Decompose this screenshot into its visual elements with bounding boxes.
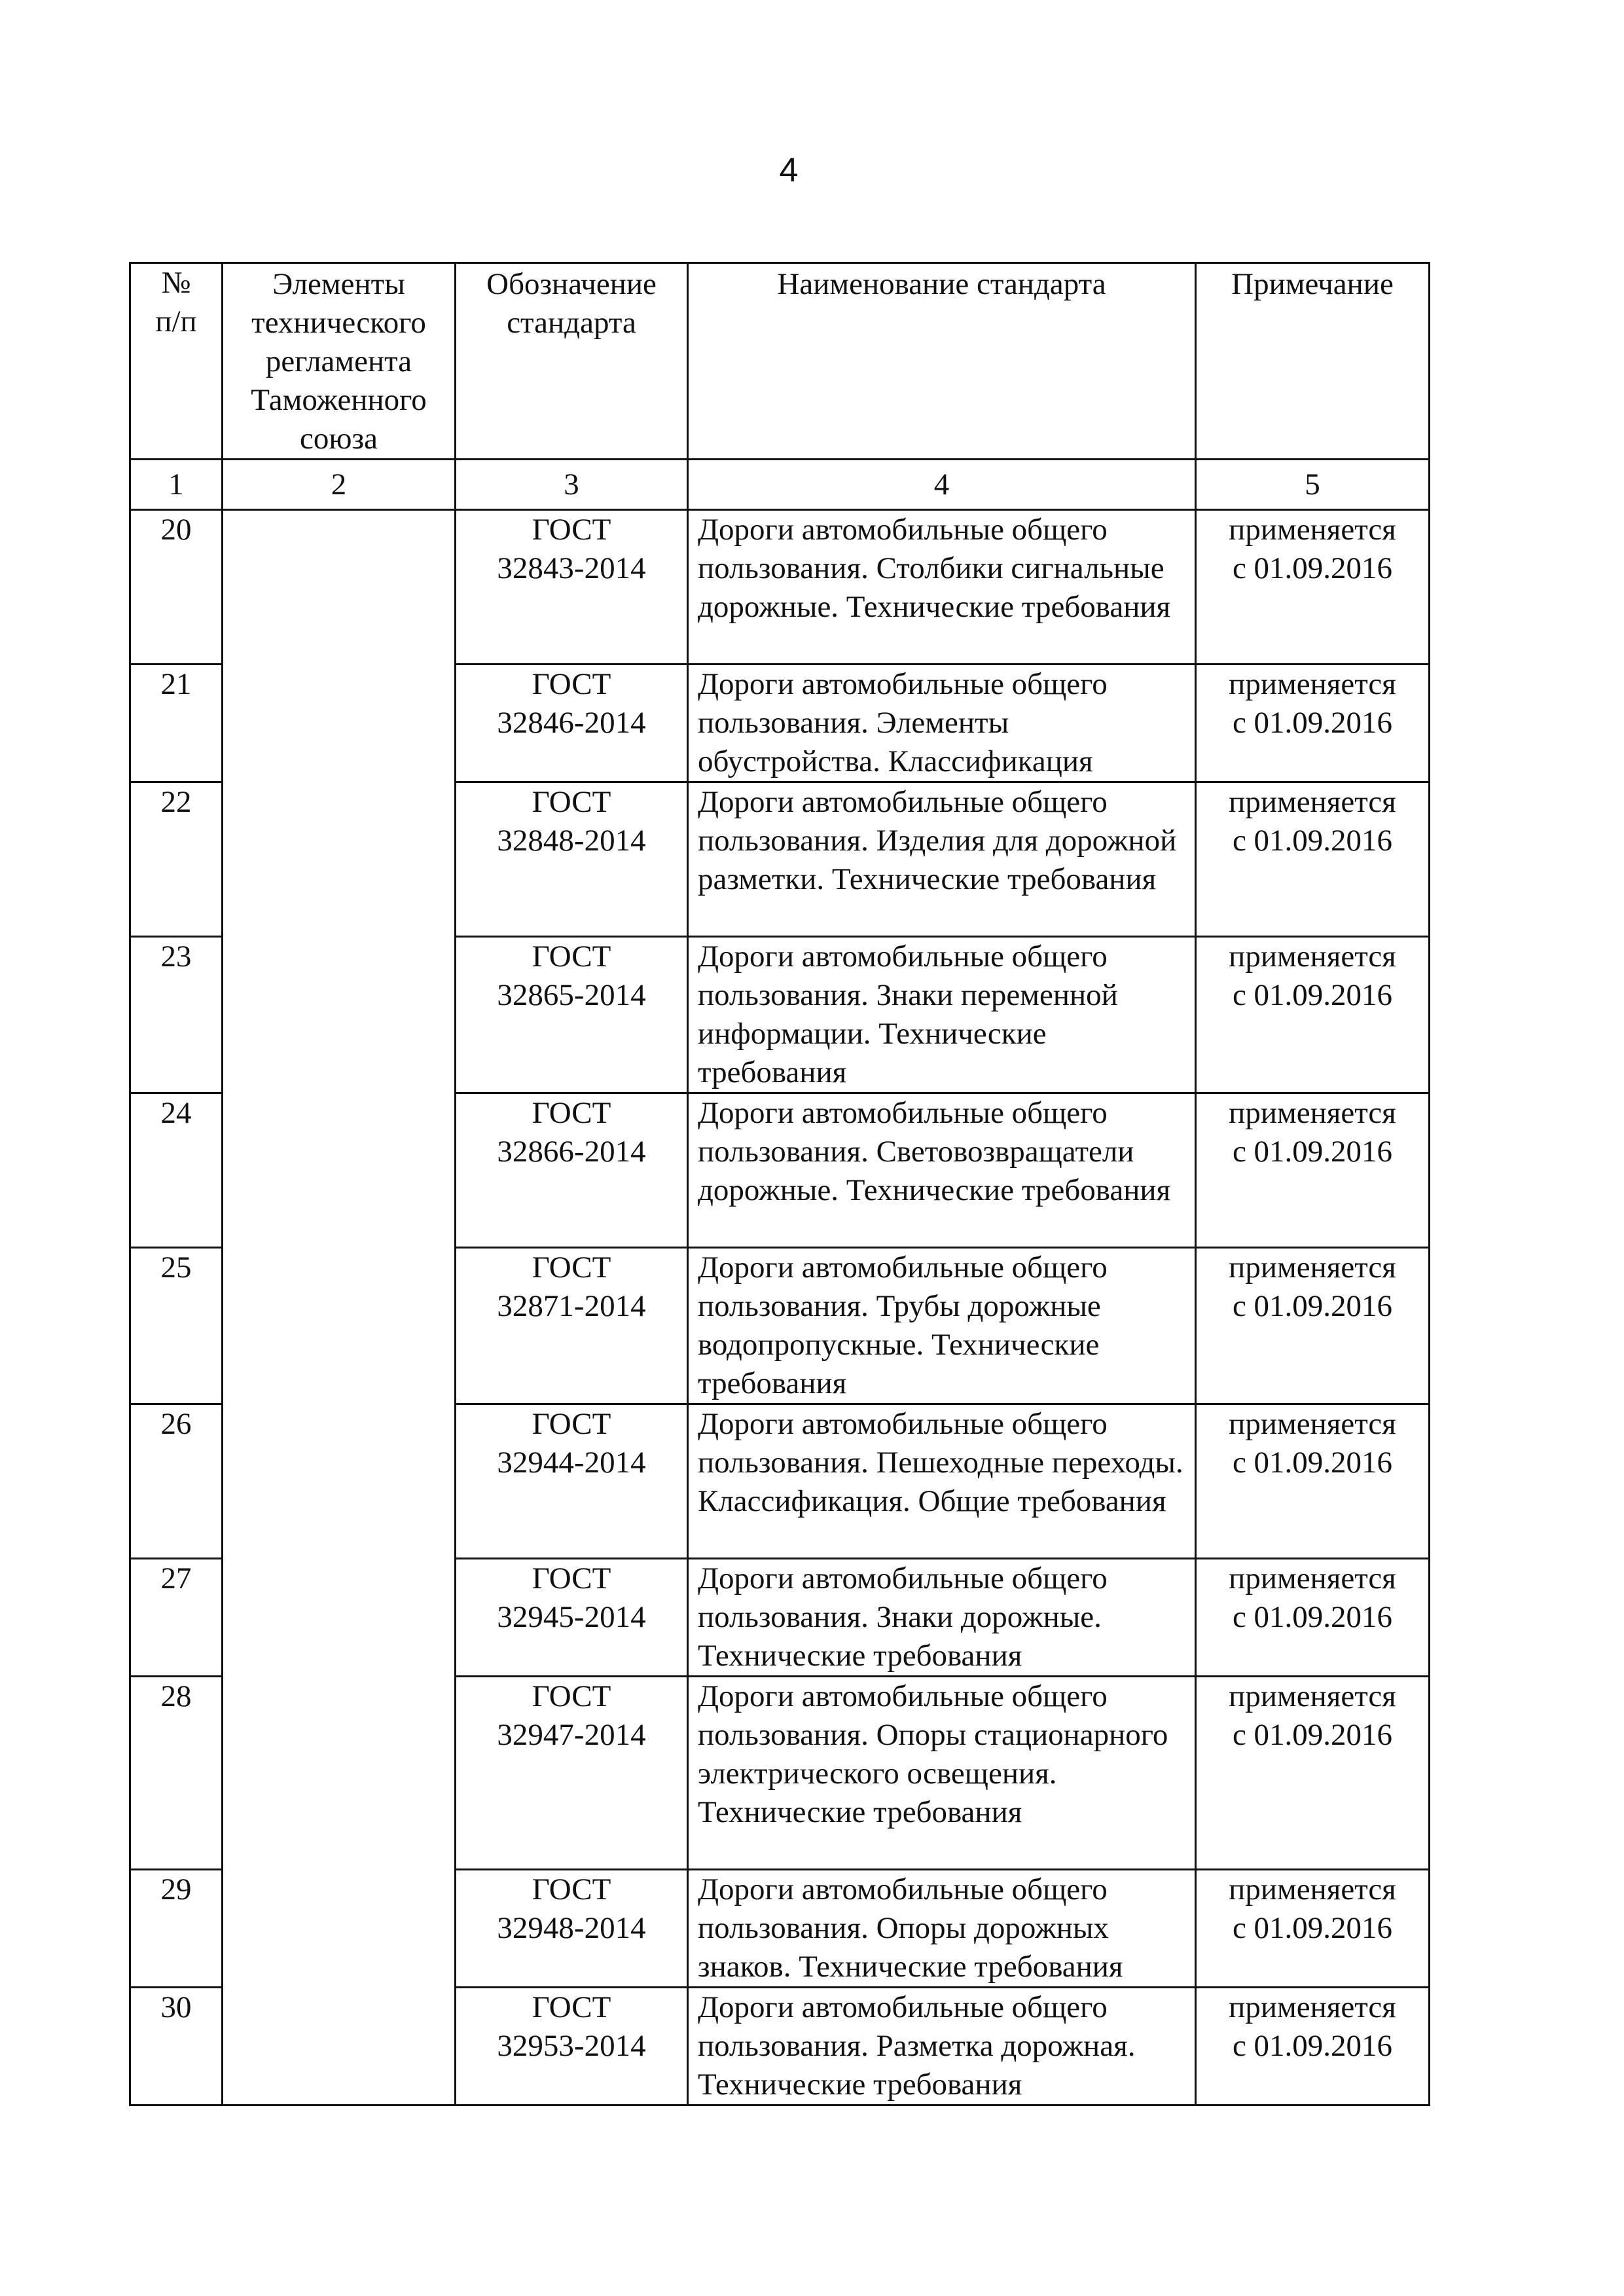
standard-code (456, 665, 688, 782)
note-line-1: применяется (1229, 1561, 1396, 1595)
standard-code (456, 1677, 688, 1870)
standard-code-type: ГОСТ (532, 513, 611, 547)
note-line-1: применяется (1229, 1990, 1396, 2024)
standard-name: Дороги автомобильные общего пользования. Элементы обустройства. Классификация (688, 665, 1196, 782)
note-line-1: применяется (1229, 785, 1396, 819)
note-line-2: с 01.09.2016 (1232, 1600, 1393, 1634)
note-line-2: с 01.09.2016 (1232, 2029, 1393, 2063)
standard-note (1196, 1677, 1430, 1870)
standard-code-number: 32871-2014 (497, 1289, 646, 1323)
standard-note (1196, 782, 1430, 937)
note-line-1: применяется (1229, 1250, 1396, 1285)
note-line-1: применяется (1229, 1679, 1396, 1713)
standard-code-type: ГОСТ (532, 667, 611, 701)
note-line-2: с 01.09.2016 (1232, 824, 1393, 858)
column-number: 3 (456, 460, 688, 510)
standard-code (456, 510, 688, 665)
standard-code-number: 32866-2014 (497, 1135, 646, 1169)
header-number: № п/п (130, 263, 223, 460)
header-note: Примечание (1196, 263, 1430, 460)
column-number: 1 (130, 460, 223, 510)
standard-code (456, 1870, 688, 1988)
standard-code (456, 1093, 688, 1248)
elements-cell (223, 510, 456, 2105)
row-number: 20 (130, 510, 223, 665)
standard-code-number: 32846-2014 (497, 706, 646, 740)
standard-code-type: ГОСТ (532, 1096, 611, 1130)
row-number: 26 (130, 1404, 223, 1559)
standard-note (1196, 1870, 1430, 1988)
row-number: 24 (130, 1093, 223, 1248)
note-line-1: применяется (1229, 939, 1396, 974)
table-header-row (130, 263, 1430, 460)
standard-code-type: ГОСТ (532, 939, 611, 974)
note-line-2: с 01.09.2016 (1232, 978, 1393, 1012)
note-line-1: применяется (1229, 1096, 1396, 1130)
standard-code-type: ГОСТ (532, 1990, 611, 2024)
column-number-row (130, 460, 1430, 510)
note-line-2: с 01.09.2016 (1232, 1135, 1393, 1169)
standard-name: Дороги автомобильные общего пользования. Опоры дорожных знаков. Технические требования (688, 1870, 1196, 1988)
row-number: 30 (130, 1988, 223, 2105)
standard-name: Дороги автомобильные общего пользования. Столбики сигнальные дорожные. Технические требования (688, 510, 1196, 665)
standard-code-type: ГОСТ (532, 1250, 611, 1285)
column-number: 4 (688, 460, 1196, 510)
standard-code-type: ГОСТ (532, 1872, 611, 1906)
standard-note (1196, 1404, 1430, 1559)
standard-code-number: 32953-2014 (497, 2029, 646, 2063)
note-line-1: применяется (1229, 1407, 1396, 1441)
standard-name: Дороги автомобильные общего пользования. Опоры стационарного электрического освещения. Технические требования (688, 1677, 1196, 1870)
note-line-2: с 01.09.2016 (1232, 1911, 1393, 1945)
note-line-2: с 01.09.2016 (1232, 1289, 1393, 1323)
note-line-2: с 01.09.2016 (1232, 1718, 1393, 1752)
standard-code (456, 1988, 688, 2105)
page-number: 4 (779, 151, 799, 189)
note-line-1: применяется (1229, 1872, 1396, 1906)
row-number: 27 (130, 1559, 223, 1677)
standard-code-type: ГОСТ (532, 785, 611, 819)
column-number: 5 (1196, 460, 1430, 510)
standard-note (1196, 510, 1430, 665)
standards-table (129, 262, 1430, 2106)
standard-note (1196, 665, 1430, 782)
standard-note (1196, 1988, 1430, 2105)
row-number: 28 (130, 1677, 223, 1870)
standard-name: Дороги автомобильные общего пользования. Пешеходные переходы. Классификация. Общие требования (688, 1404, 1196, 1559)
standard-code-number: 32944-2014 (497, 1446, 646, 1480)
standard-code-number: 32848-2014 (497, 824, 646, 858)
standard-note (1196, 1248, 1430, 1404)
note-line-1: применяется (1229, 667, 1396, 701)
standard-code-number: 32865-2014 (497, 978, 646, 1012)
row-number: 29 (130, 1870, 223, 1988)
standard-code-number: 32843-2014 (497, 551, 646, 585)
standard-code-type: ГОСТ (532, 1561, 611, 1595)
row-number: 22 (130, 782, 223, 937)
standard-name: Дороги автомобильные общего пользования. Трубы дорожные водопропускные. Технические требования (688, 1248, 1196, 1404)
header-standard-name: Наименование стандарта (688, 263, 1196, 460)
standard-code-number: 32947-2014 (497, 1718, 646, 1752)
standard-name: Дороги автомобильные общего пользования. Разметка дорожная. Технические требования (688, 1988, 1196, 2105)
note-line-1: применяется (1229, 513, 1396, 547)
standard-code (456, 1559, 688, 1677)
note-line-2: с 01.09.2016 (1232, 1446, 1393, 1480)
header-designation: Обозначение стандарта (456, 263, 688, 460)
standard-code (456, 1248, 688, 1404)
standard-code (456, 1404, 688, 1559)
note-line-2: с 01.09.2016 (1232, 551, 1393, 585)
row-number: 21 (130, 665, 223, 782)
standard-name: Дороги автомобильные общего пользования. Световозвращатели дорожные. Технические требования (688, 1093, 1196, 1248)
standard-name: Дороги автомобильные общего пользования. Знаки переменной информации. Технические требования (688, 937, 1196, 1093)
row-number: 25 (130, 1248, 223, 1404)
standard-code (456, 937, 688, 1093)
column-number: 2 (223, 460, 456, 510)
table-row (130, 510, 1430, 665)
standard-code-type: ГОСТ (532, 1679, 611, 1713)
standard-code-number: 32948-2014 (497, 1911, 646, 1945)
standard-note (1196, 937, 1430, 1093)
standard-name: Дороги автомобильные общего пользования. Изделия для дорожной разметки. Технические требования (688, 782, 1196, 937)
row-number: 23 (130, 937, 223, 1093)
standard-code-type: ГОСТ (532, 1407, 611, 1441)
note-line-2: с 01.09.2016 (1232, 706, 1393, 740)
header-elements: Элементы технического регламента Таможенного союза (223, 263, 456, 460)
standard-code (456, 782, 688, 937)
standard-note (1196, 1093, 1430, 1248)
standard-name: Дороги автомобильные общего пользования. Знаки дорожные. Технические требования (688, 1559, 1196, 1677)
standard-code-number: 32945-2014 (497, 1600, 646, 1634)
standard-note (1196, 1559, 1430, 1677)
